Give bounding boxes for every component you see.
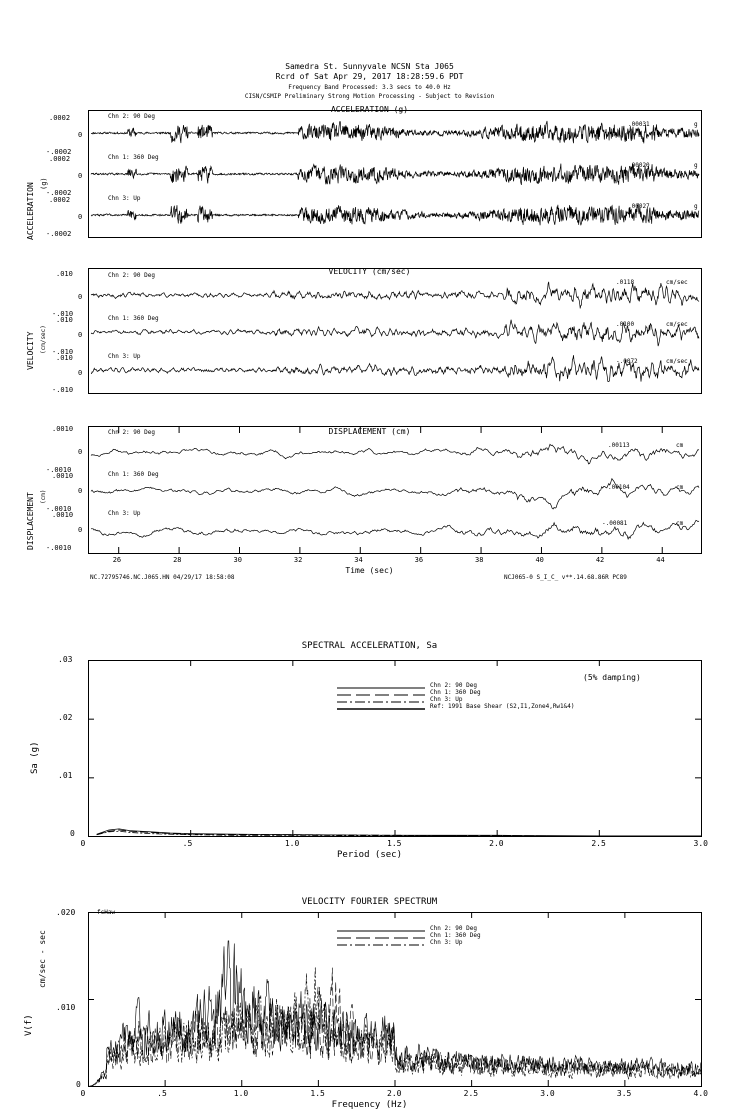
accel-peak-chn3: .00027 bbox=[628, 203, 650, 210]
displacement-trace bbox=[91, 444, 699, 464]
fourier-legend-chn3: Chn 3: Up bbox=[430, 939, 463, 946]
displacement-panel-title: DISPLACEMENT (cm) bbox=[328, 427, 411, 436]
velocity-ylabel: VELOCITY bbox=[26, 331, 35, 370]
vel-tick-2-zero: 0 bbox=[78, 331, 83, 339]
disp-trace-label-chn2: Chn 2: 90 Deg bbox=[108, 429, 155, 436]
report-title-line3: Frequency Band Processed: 3.3 secs to 40.0 Hz bbox=[288, 84, 451, 91]
spectral-legend-chn1: Chn 1: 360 Deg bbox=[430, 689, 481, 696]
disp-tick-1-zero: 0 bbox=[78, 448, 83, 456]
vel-trace-label-chn1: Chn 1: 360 Deg bbox=[108, 315, 159, 322]
disp-tick-1-top: .0010 bbox=[52, 425, 74, 433]
accel-tick-3-bot: -.0002 bbox=[46, 230, 72, 238]
spectral-xtick-label: 2.5 bbox=[591, 839, 606, 848]
acceleration-ylabel: ACCELERATION bbox=[26, 182, 35, 240]
fourier-legend-chn2: Chn 2: 90 Deg bbox=[430, 925, 477, 932]
time-tick-label: 40 bbox=[535, 556, 544, 564]
spectral-legend-lines bbox=[337, 684, 427, 716]
spectral-ytick-02: .02 bbox=[58, 713, 73, 722]
fourier-xtick-label: 0 bbox=[80, 1089, 86, 1098]
spectral-xlabel: Period (sec) bbox=[336, 850, 403, 860]
time-tick-label: 38 bbox=[475, 556, 484, 564]
accel-unit-chn3: g bbox=[694, 203, 698, 210]
spectral-damping-note: (5% damping) bbox=[583, 673, 641, 682]
fourier-xtick-label: 2.0 bbox=[387, 1089, 402, 1098]
vel-unit-chn1: cm/sec bbox=[666, 321, 688, 328]
accel-unit-chn1: g bbox=[694, 162, 698, 169]
vel-unit-chn2: cm/sec bbox=[666, 279, 688, 286]
vel-trace-label-chn3: Chn 3: Up bbox=[108, 353, 141, 360]
vel-tick-1-bot: -.010 bbox=[52, 310, 74, 318]
spectral-xtick-label: 0 bbox=[80, 839, 86, 848]
vel-unit-chn3: cm/sec bbox=[666, 358, 688, 365]
footer-left: NC.72795746.NC.J065.HN 04/29/17 18:58:08 bbox=[90, 574, 235, 581]
disp-trace-label-chn1: Chn 1: 360 Deg bbox=[108, 471, 159, 478]
fourier-legend-chn1: Chn 1: 360 Deg bbox=[430, 932, 481, 939]
accel-tick-2-top: .0002 bbox=[49, 155, 71, 163]
displacement-trace bbox=[91, 479, 699, 509]
fourier-legend-lines bbox=[337, 927, 427, 951]
accel-tick-2-zero: 0 bbox=[78, 172, 83, 180]
disp-unit-chn3: cm bbox=[676, 520, 684, 527]
vel-peak-chn2: .0118 bbox=[616, 279, 635, 286]
acceleration-yunit: (g) bbox=[40, 177, 48, 190]
fourier-xtick-label: 1.5 bbox=[310, 1089, 325, 1098]
vel-tick-2-top: .010 bbox=[56, 316, 73, 324]
fourier-xtick-label: 3.0 bbox=[540, 1089, 555, 1098]
accel-tick-1-bot: -.0002 bbox=[46, 148, 72, 156]
accel-tick-3-zero: 0 bbox=[78, 213, 83, 221]
velocity-trace bbox=[91, 282, 699, 309]
fourier-title: VELOCITY FOURIER SPECTRUM bbox=[301, 897, 438, 907]
accel-trace-label-chn1: Chn 1: 360 Deg bbox=[108, 154, 159, 161]
spectral-ytick-0: 0 bbox=[70, 829, 75, 838]
footer-right: NCJ065-0 S_I_C_ v**.14.68.86R PC89 bbox=[504, 574, 627, 581]
disp-tick-3-bot: -.0010 bbox=[46, 544, 72, 552]
time-tick-label: 32 bbox=[293, 556, 303, 564]
spectral-xtick-label: .5 bbox=[182, 839, 193, 848]
spectral-curve bbox=[97, 830, 702, 836]
velocity-panel-title: VELOCITY (cm/sec) bbox=[328, 267, 411, 276]
spectral-xtick-label: 2.0 bbox=[489, 839, 504, 848]
time-axis-label: Time (sec) bbox=[345, 566, 394, 575]
time-tick-label: 30 bbox=[233, 556, 242, 564]
accel-tick-1-top: .0002 bbox=[49, 114, 71, 122]
spectral-legend-chn3: Chn 3: Up bbox=[430, 696, 463, 703]
spectral-ytick-01: .01 bbox=[58, 771, 73, 780]
spectral-curve bbox=[97, 829, 702, 836]
vel-tick-3-zero: 0 bbox=[78, 369, 83, 377]
vel-trace-label-chn2: Chn 2: 90 Deg bbox=[108, 272, 155, 279]
accel-unit-chn2: g bbox=[694, 121, 698, 128]
disp-tick-3-top: .0010 bbox=[52, 511, 74, 519]
time-tick-label: 42 bbox=[595, 556, 605, 564]
accel-trace-label-chn3: Chn 3: Up bbox=[108, 195, 141, 202]
accel-peak-chn2: .00031 bbox=[628, 121, 650, 128]
fourier-corner-label: fcHaw bbox=[97, 909, 116, 916]
displacement-yunit: (cm) bbox=[40, 489, 47, 504]
fourier-xtick-label: 2.5 bbox=[463, 1089, 479, 1098]
spectral-legend-ref: Ref: 1991 Base Shear (S2,I1,Zone4,Rw1&4) bbox=[430, 703, 575, 710]
time-tick-label: 26 bbox=[112, 556, 122, 564]
displacement-ylabel: DISPLACEMENT bbox=[26, 492, 35, 550]
disp-tick-2-bot: -.0010 bbox=[46, 505, 72, 513]
spectral-legend-chn2: Chn 2: 90 Deg bbox=[430, 682, 477, 689]
vel-tick-3-bot: -.010 bbox=[52, 386, 74, 394]
velocity-trace bbox=[91, 320, 699, 346]
velocity-trace bbox=[91, 355, 699, 381]
disp-tick-2-zero: 0 bbox=[78, 487, 83, 495]
time-tick-label: 34 bbox=[354, 556, 363, 564]
fourier-xlabel: Frequency (Hz) bbox=[331, 1100, 408, 1110]
velocity-plot bbox=[88, 268, 702, 394]
disp-peak-chn3: -.00081 bbox=[602, 520, 628, 527]
spectral-title: SPECTRAL ACCELERATION, Sa bbox=[301, 641, 438, 651]
fourier-ylabel: V(f) bbox=[24, 1014, 34, 1036]
fourier-xtick-label: 3.5 bbox=[616, 1089, 632, 1098]
disp-tick-3-zero: 0 bbox=[78, 526, 83, 534]
disp-unit-chn2: cm bbox=[676, 442, 684, 449]
time-tick-label: 44 bbox=[656, 556, 665, 564]
fourier-yunit: cm/sec - sec bbox=[38, 930, 47, 988]
vel-tick-1-top: .010 bbox=[56, 270, 73, 278]
fourier-xtick-label: 1.0 bbox=[233, 1089, 249, 1098]
accel-tick-1-zero: 0 bbox=[78, 131, 83, 139]
spectral-xtick-label: 1.5 bbox=[387, 839, 402, 848]
accel-trace-label-chn2: Chn 2: 90 Deg bbox=[108, 113, 155, 120]
fourier-ytick-0: 0 bbox=[76, 1080, 81, 1089]
spectral-xtick-label: 3.0 bbox=[693, 839, 708, 848]
accel-tick-2-bot: -.0002 bbox=[46, 189, 72, 197]
spectral-xtick-label: 1.0 bbox=[284, 839, 300, 848]
disp-tick-2-top: .0010 bbox=[52, 472, 74, 480]
report-title-line1: Samedra St. Sunnyvale NCSN Sta J065 bbox=[285, 62, 454, 71]
fourier-ytick-020: .020 bbox=[56, 908, 76, 917]
report-title-line4: CISN/CSMIP Preliminary Strong Motion Processing - Subject to Revision bbox=[244, 93, 495, 100]
time-tick-label: 36 bbox=[414, 556, 424, 564]
report-title-line2: Rcrd of Sat Apr 29, 2017 18:28:59.6 PDT bbox=[275, 72, 464, 81]
time-tick-label: 28 bbox=[173, 556, 182, 564]
displacement-plot bbox=[88, 426, 702, 554]
accel-tick-3-top: .0002 bbox=[49, 196, 71, 204]
acceleration-panel-title: ACCELERATION (g) bbox=[330, 105, 409, 114]
disp-trace-label-chn3: Chn 3: Up bbox=[108, 510, 141, 517]
spectral-ytick-03: .03 bbox=[58, 655, 73, 664]
spectral-ylabel: Sa (g) bbox=[30, 741, 40, 774]
disp-tick-1-bot: -.0010 bbox=[46, 466, 72, 474]
vel-tick-1-zero: 0 bbox=[78, 293, 83, 301]
acceleration-trace bbox=[91, 203, 699, 225]
displacement-trace bbox=[91, 520, 699, 539]
disp-peak-chn2: .00113 bbox=[608, 442, 630, 449]
acceleration-plot bbox=[88, 110, 702, 238]
acceleration-trace bbox=[91, 164, 699, 185]
velocity-yunit: (cm/sec) bbox=[40, 325, 47, 354]
disp-unit-chn1: cm bbox=[676, 484, 684, 491]
fourier-curve bbox=[89, 941, 702, 1087]
vel-tick-2-bot: -.010 bbox=[52, 348, 74, 356]
vel-peak-chn1: .0100 bbox=[616, 321, 635, 328]
acceleration-trace bbox=[91, 121, 699, 143]
vel-peak-chn3: -.0072 bbox=[616, 358, 638, 365]
fourier-ytick-010: .010 bbox=[56, 1003, 76, 1012]
disp-peak-chn1: .00104 bbox=[608, 484, 630, 491]
fourier-xtick-label: .5 bbox=[157, 1089, 167, 1098]
fourier-xtick-label: 4.0 bbox=[693, 1089, 708, 1098]
accel-peak-chn1: .00020 bbox=[628, 162, 650, 169]
vel-tick-3-top: .010 bbox=[56, 354, 73, 362]
